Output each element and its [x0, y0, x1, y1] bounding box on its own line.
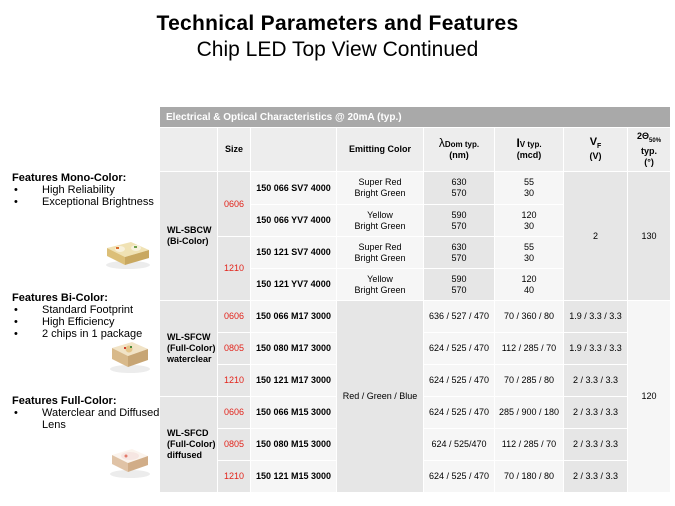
dominant-wavelength: 636 / 527 / 470 [424, 301, 495, 333]
luminous-intensity: 70 / 285 / 80 [495, 365, 564, 397]
header-empty [160, 128, 218, 172]
part-number: 150 066 YV7 4000 [251, 205, 337, 237]
characteristics-table [159, 106, 671, 493]
forward-voltage: 2 / 3.3 / 3.3 [564, 365, 628, 397]
table-row [160, 301, 671, 333]
forward-voltage: 1.9 / 3.3 / 3.3 [564, 333, 628, 365]
table-header-row [160, 128, 671, 172]
emitting-color: Super Red Bright Green [337, 172, 424, 205]
viewing-angle: 130 [628, 172, 671, 301]
page-title: Technical Parameters and Features [156, 12, 519, 35]
features-mono-color [12, 172, 160, 208]
feature-item: • Standard Footprint [12, 304, 160, 316]
size-cell: 0606 [218, 301, 251, 333]
emitting-color: Yellow Bright Green [337, 205, 424, 237]
table-banner: Electrical & Optical Characteristics @ 20mA (typ.) [160, 107, 671, 128]
feature-item: • High Reliability [12, 184, 160, 196]
forward-voltage: 2 / 3.3 / 3.3 [564, 397, 628, 429]
dominant-wavelength: 630 570 [424, 172, 495, 205]
luminous-intensity: 55 30 [495, 237, 564, 269]
part-number: 150 121 YV7 4000 [251, 269, 337, 301]
part-number: 150 066 SV7 4000 [251, 172, 337, 205]
dominant-wavelength: 624 / 525 / 470 [424, 461, 495, 493]
group-label-sbcw: WL-SBCW (Bi-Color) [160, 172, 218, 301]
size-cell: 0805 [218, 429, 251, 461]
size-cell: 1210 [218, 237, 251, 301]
size-cell: 0606 [218, 172, 251, 237]
full-color-waterclear-chip-image [106, 334, 154, 374]
size-cell: 0606 [218, 397, 251, 429]
dominant-wavelength: 624 / 525/470 [424, 429, 495, 461]
luminous-intensity: 70 / 180 / 80 [495, 461, 564, 493]
feature-item: • 2 chips in 1 package [12, 328, 160, 340]
part-number: 150 080 M15 3000 [251, 429, 337, 461]
dominant-wavelength: 624 / 525 / 470 [424, 333, 495, 365]
forward-voltage: 1.9 / 3.3 / 3.3 [564, 301, 628, 333]
dominant-wavelength: 590 570 [424, 205, 495, 237]
luminous-intensity: 112 / 285 / 70 [495, 333, 564, 365]
luminous-intensity: 55 30 [495, 172, 564, 205]
dominant-wavelength: 624 / 525 / 470 [424, 365, 495, 397]
viewing-angle: 120 [628, 301, 671, 493]
part-number: 150 066 M15 3000 [251, 397, 337, 429]
luminous-intensity: 70 / 360 / 80 [495, 301, 564, 333]
table-row [160, 172, 671, 205]
group-label-sfcd: WL-SFCD (Full-Color) diffused [160, 397, 218, 493]
emitting-color: Red / Green / Blue [337, 301, 424, 493]
size-cell: 1210 [218, 365, 251, 397]
feature-item: • High Efficiency [12, 316, 160, 328]
dominant-wavelength: 590 570 [424, 269, 495, 301]
features-heading: Features Bi-Color: [12, 292, 108, 304]
part-number: 150 121 M15 3000 [251, 461, 337, 493]
part-number: 150 066 M17 3000 [251, 301, 337, 333]
header-forward-voltage: $V_F$ (V) [564, 128, 628, 172]
features-full-color [12, 395, 160, 431]
group-label-sfcw: WL-SFCW (Full-Color) waterclear [160, 301, 218, 397]
header-empty [251, 128, 337, 172]
features-heading: Features Full-Color: [12, 395, 117, 407]
dominant-wavelength: 630 570 [424, 237, 495, 269]
header-dominant-wavelength: λDom typ. (nm) [424, 128, 495, 172]
bicolor-chip-led-image [103, 232, 153, 270]
full-color-diffused-chip-image [106, 443, 154, 479]
emitting-color: Super Red Bright Green [337, 237, 424, 269]
header-viewing-angle: $2\Theta_{50\%}$ typ. (°) [628, 128, 671, 172]
forward-voltage: 2 / 3.3 / 3.3 [564, 429, 628, 461]
header-luminous-intensity: IV typ. (mcd) [495, 128, 564, 172]
size-cell: 1210 [218, 461, 251, 493]
luminous-intensity: 112 / 285 / 70 [495, 429, 564, 461]
part-number: 150 121 M17 3000 [251, 365, 337, 397]
forward-voltage: 2 [564, 172, 628, 301]
features-bi-color [12, 292, 160, 340]
luminous-intensity: 285 / 900 / 180 [495, 397, 564, 429]
forward-voltage: 2 / 3.3 / 3.3 [564, 461, 628, 493]
luminous-intensity: 120 30 [495, 205, 564, 237]
part-number: 150 080 M17 3000 [251, 333, 337, 365]
emitting-color: Yellow Bright Green [337, 269, 424, 301]
feature-item: • Exceptional Brightness [12, 196, 160, 208]
part-number: 150 121 SV7 4000 [251, 237, 337, 269]
page-subtitle: Chip LED Top View Continued [196, 38, 479, 61]
dominant-wavelength: 624 / 525 / 470 [424, 397, 495, 429]
header-size: Size [218, 128, 251, 172]
luminous-intensity: 120 40 [495, 269, 564, 301]
features-heading: Features Mono-Color: [12, 172, 127, 184]
size-cell: 0805 [218, 333, 251, 365]
header-emitting-color: Emitting Color [337, 128, 424, 172]
feature-item: • Waterclear and Diffused Lens [12, 407, 160, 431]
